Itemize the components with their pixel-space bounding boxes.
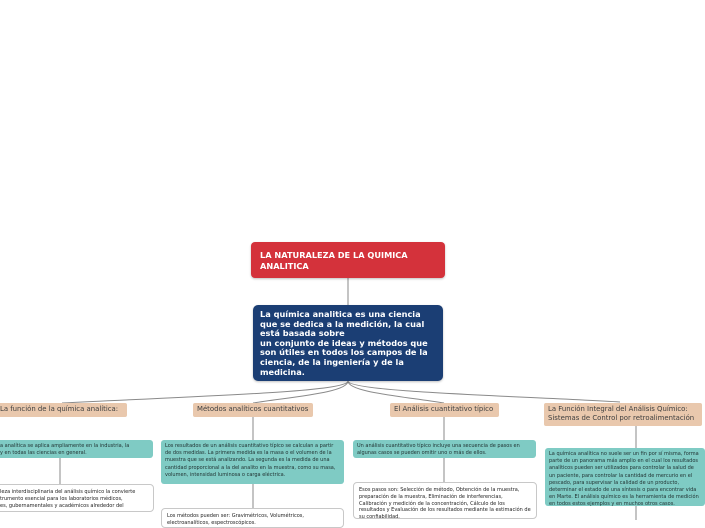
- branch-funcion-quimica-analitica[interactable]: [0, 403, 127, 417]
- branch-3-label: El Análisis cuantitativo típico: [394, 405, 494, 413]
- branch-2-note-1[interactable]: Los resultados de un análisis cuantitativo típico se calculan a partir de dos medidas. La primera medida es la masa o el volumen de la muestra que se está analizando. La segunda es la medida de una cantidad proporcional a la del analito en la muestra, como su masa, volumen, intensidad luminosa o carga eléctrica.: [161, 440, 344, 484]
- main-title-text: LA NATURALEZA DE LA QUIMICA ANALITICA: [260, 250, 408, 271]
- branch-3-note-1[interactable]: Un análisis cuantitativo típico incluye una secuencia de pasos en algunas casos se pueden omitir uno o más de ellos.: [353, 440, 536, 458]
- connector-central-branch-4: [348, 381, 620, 402]
- connector-central-branch-2: [253, 381, 348, 403]
- branch-1-note-1[interactable]: a analítica se aplica ampliamente en la industria, la y en todas las ciencias en general.: [0, 440, 153, 458]
- branch-4-label: La Función Integral del Análisis Químico: Sistemas de Control por retroalimentación: [548, 405, 695, 422]
- main-title-node[interactable]: [251, 242, 445, 278]
- branch-3-note-2[interactable]: Esos pasos son: Selección de método, Obtención de la muestra, preparación de la muestra, Eliminación de interferencias, Calibración y medición de la concentración, Cálculo de los resultados y Evaluación de los resultados mediante la estimación de su confiabilidad.: [353, 482, 537, 519]
- branch-1-note-2[interactable]: leza interdisciplinaria del análisis químico la convierte trumento esencial para los laboratorios médicos, es, gubernamentales y académicos alrededor del: [0, 484, 154, 512]
- branch-analisis-cuantitativo-tipico[interactable]: [390, 403, 499, 417]
- connector-central-branch-1: [62, 381, 348, 403]
- branch-funcion-integral[interactable]: [544, 403, 702, 426]
- branch-2-label: Métodos analíticos cuantitativos: [197, 405, 309, 413]
- central-topic-node[interactable]: La química analitica es una ciencia que se dedica a la medición, la cual está basada sobre un conjunto de ideas y métodos que son útiles en todos los campos de la ciencia, de la ingeniería y de la medicina.: [253, 305, 443, 381]
- branch-4-note-1[interactable]: La química analítica no suele ser un fin por sí misma, forma parte de un panorama más amplio en el cual los resultados analíticos pueden ser utilizados para controlar la salud de un paciente, para controlar la cantidad de mercurio en el pescado, para supervisar la calidad de un producto, determinar el estado de una síntesis o para encontrar vida en Marte. El análisis químico es la herramienta de medición en todos estos ejemplos y en muchos otros casos.: [545, 448, 705, 506]
- branch-1-label: La función de la química analítica:: [0, 405, 119, 413]
- branch-2-note-2[interactable]: Los métodos pueden ser: Gravimétricos, Volumétricos, electroanalíticos, espectroscópicos.: [161, 508, 344, 528]
- branch-metodos-analiticos[interactable]: [193, 403, 313, 417]
